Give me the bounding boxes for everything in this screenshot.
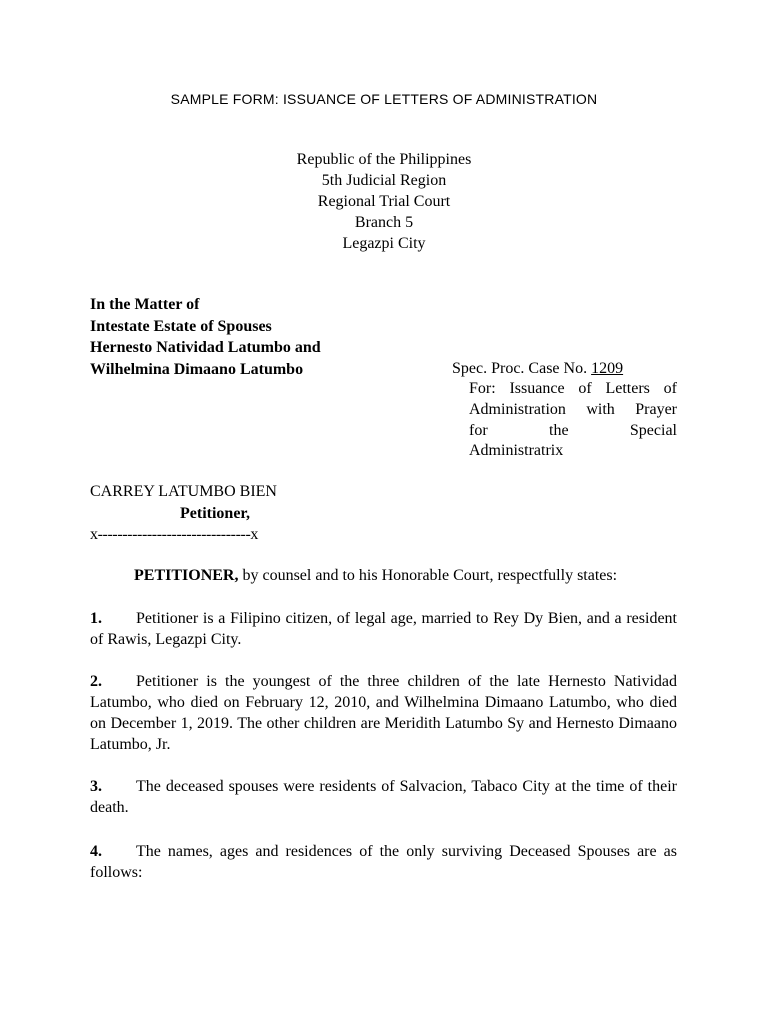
paragraph-number: 4. (90, 843, 102, 860)
court-region: 5th Judicial Region (321, 172, 447, 189)
paragraph-text: The names, ages and residences of the only surviving Deceased Spouses are as follows: (90, 843, 677, 881)
paragraph-3 (90, 776, 677, 818)
caption-line-4: Wilhelmina Dimaano Latumbo (90, 360, 304, 378)
case-purpose-line-4: Administratrix (469, 442, 564, 460)
paragraph-2 (90, 671, 677, 755)
court-header (0, 149, 768, 254)
sample-form-title: SAMPLE FORM: ISSUANCE OF LETTERS OF ADMINISTRATION (170, 91, 598, 107)
petitioner-label: Petitioner, (180, 505, 251, 522)
caption-line-1: In the Matter of (90, 296, 200, 313)
court-branch: Branch 5 (354, 214, 414, 231)
intro-party: PETITIONER, (134, 567, 239, 584)
case-number-value: 1209 (591, 360, 624, 377)
caption-separator: x-------------------------------x (90, 526, 258, 543)
court-trial-court: Regional Trial Court (317, 193, 451, 210)
paragraph-number: 2. (90, 673, 102, 690)
case-number (452, 358, 623, 379)
case-number-label: Spec. Proc. Case No. (452, 360, 588, 377)
court-republic: Republic of the Philippines (296, 151, 472, 168)
caption-line-3: Hernesto Natividad Latumbo and (90, 339, 321, 356)
paragraph-text: The deceased spouses were residents of Salvacion, Tabaco City at the time of their death. (90, 778, 677, 816)
intro-text: by counsel and to his Honorable Court, respectfully states: (238, 567, 618, 584)
paragraph-text: Petitioner is the youngest of the three children of the late Hernesto Natividad Latumbo, who died on February 12, 2010, and Wilhelmina Dimaano Latumbo, who died on December 1, 2019. The other children are Meridith Latumbo Sy and Hernesto Dimaano Latumbo, Jr. (90, 673, 677, 753)
paragraph-1 (90, 608, 677, 650)
case-purpose (469, 379, 677, 462)
petitioner-name: CARREY LATUMBO BIEN (90, 483, 277, 500)
paragraph-4 (90, 841, 677, 883)
case-purpose-line-2: Administration with Prayer (469, 400, 677, 418)
petition-intro (134, 567, 617, 585)
paragraph-number: 1. (90, 610, 102, 627)
court-city: Legazpi City (342, 235, 426, 252)
caption-line-2: Intestate Estate of Spouses (90, 317, 272, 335)
case-purpose-line-3: for the Special (469, 421, 677, 439)
case-caption (90, 294, 410, 380)
paragraph-number: 3. (90, 778, 102, 795)
case-purpose-line-1: For: Issuance of Letters of (469, 380, 677, 397)
paragraph-text: Petitioner is a Filipino citizen, of legal age, married to Rey Dy Bien, and a resident of Rawis, Legazpi City. (90, 610, 677, 648)
